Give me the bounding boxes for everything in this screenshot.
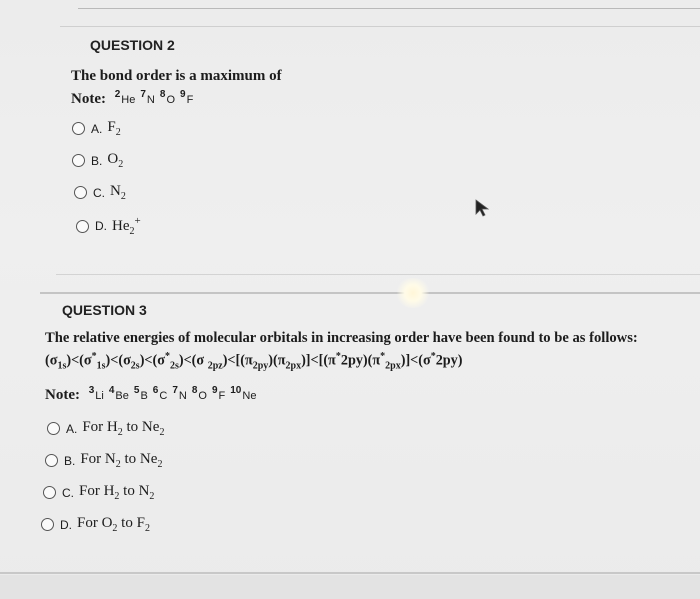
atomic-number: 3	[88, 385, 95, 396]
option-base: O	[107, 151, 119, 167]
atomic-number: 7	[172, 385, 178, 396]
option-subscript: 2	[120, 191, 126, 202]
radio-button[interactable]	[47, 422, 60, 435]
note-element	[140, 91, 155, 107]
option-letter: B.	[91, 153, 103, 168]
atomic-number: 4	[108, 385, 115, 396]
element-symbol: N	[178, 390, 187, 402]
note-element	[89, 387, 104, 403]
radio-button[interactable]	[72, 154, 85, 167]
element-symbol: He	[121, 94, 136, 106]
option-text: For O	[77, 515, 113, 531]
answer-option[interactable]	[41, 515, 150, 534]
option-letter: C.	[93, 185, 105, 200]
option-text: For H	[82, 419, 118, 435]
question-separator	[56, 274, 700, 275]
atomic-number: 5	[133, 385, 140, 396]
note-label: Note:	[71, 91, 106, 107]
option-answer	[82, 419, 164, 438]
note-element	[212, 387, 225, 403]
option-letter: C.	[62, 485, 74, 500]
option-answer	[110, 183, 126, 202]
option-letter: A.	[66, 421, 78, 436]
radio-button[interactable]	[45, 454, 58, 467]
option-letter: A.	[91, 121, 103, 136]
radio-button[interactable]	[43, 486, 56, 499]
bottom-strip	[0, 575, 700, 599]
option-base: He	[112, 218, 130, 234]
atomic-number: 10	[230, 385, 242, 396]
option-subscript: 2	[115, 127, 121, 138]
note-element	[134, 387, 148, 403]
option-answer	[107, 151, 123, 170]
option-base: N	[110, 183, 121, 199]
atomic-number: 8	[191, 385, 198, 396]
question3-top-divider	[40, 292, 700, 294]
option-subscript: 2	[149, 491, 155, 502]
answer-option[interactable]	[45, 451, 162, 470]
atomic-number: 8	[159, 89, 166, 100]
option-subscript: 2	[115, 459, 121, 470]
option-letter: B.	[64, 453, 76, 468]
answer-option[interactable]	[74, 183, 126, 202]
element-symbol: Li	[95, 390, 104, 402]
atomic-number: 9	[211, 385, 218, 396]
question2-prompt: The bond order is a maximum of	[71, 68, 282, 84]
element-symbol: Ne	[242, 390, 257, 402]
bottom-divider	[0, 572, 700, 574]
option-text: to N	[119, 483, 150, 499]
note-element	[230, 387, 256, 403]
option-subscript: 2	[117, 427, 123, 438]
option-text: to F	[117, 515, 145, 531]
radio-button[interactable]	[72, 122, 85, 135]
answer-option[interactable]	[72, 119, 121, 138]
top-divider	[78, 8, 700, 9]
note-element	[115, 91, 136, 107]
answer-option[interactable]	[72, 151, 123, 170]
atomic-number: 9	[180, 89, 186, 100]
question2-top-divider	[60, 26, 700, 27]
option-answer	[80, 451, 162, 470]
element-symbol: Be	[115, 390, 129, 402]
element-symbol: O	[198, 390, 207, 402]
element-symbol: C	[159, 390, 168, 402]
option-answer	[79, 483, 154, 502]
orbital-order: $(\sigma_{1s})<(\sigma^*_{1s})<(\sigma_{2s})<(\sigma^*_{2s})<(\sigma$ $_{2pz})<[(\pi_{2py})(\pi_{2px})]<[(\pi^*2py)(\pi^*_{2px})]<(\sigma^*2py)$	[45, 351, 463, 372]
note-element	[180, 91, 193, 107]
option-text: For N	[80, 451, 116, 467]
option-superscript: +	[134, 215, 141, 227]
mouse-cursor-icon	[474, 198, 490, 218]
atomic-number: 6	[152, 385, 159, 396]
element-symbol: F	[218, 390, 226, 402]
option-letter: D.	[60, 517, 72, 532]
option-subscript: 2	[118, 159, 124, 170]
radio-button[interactable]	[41, 518, 54, 531]
note-label: Note:	[45, 387, 80, 403]
question3-prompt: The relative energies of molecular orbitals in increasing order have been found to be as follows:	[45, 330, 638, 346]
question3-note	[45, 385, 256, 404]
element-symbol: O	[166, 94, 175, 106]
element-symbol: N	[146, 94, 155, 106]
question3-heading: QUESTION 3	[62, 302, 147, 318]
option-subscript: 2	[157, 459, 163, 470]
note-elements	[110, 91, 194, 107]
note-element	[153, 387, 168, 403]
answer-option[interactable]	[43, 483, 154, 502]
note-elements	[84, 387, 257, 403]
option-answer	[112, 215, 141, 237]
option-subscript: 2	[112, 523, 118, 534]
question2-heading: QUESTION 2	[90, 37, 175, 53]
option-text: For H	[79, 483, 115, 499]
option-base: F	[107, 119, 116, 135]
option-letter: D.	[95, 219, 107, 233]
option-subscript: 2	[159, 427, 165, 438]
option-subscript: 2	[129, 226, 135, 237]
note-element	[109, 387, 129, 403]
note-element	[160, 91, 175, 107]
element-symbol: B	[140, 390, 148, 402]
option-answer	[77, 515, 150, 534]
option-subscript: 2	[114, 491, 120, 502]
light-glare	[395, 278, 431, 308]
option-answer	[107, 119, 120, 138]
note-element	[192, 387, 207, 403]
atomic-number: 7	[140, 89, 146, 100]
option-text: to Ne	[122, 419, 160, 435]
radio-button[interactable]	[76, 220, 89, 233]
atomic-number: 2	[114, 89, 121, 100]
note-element	[172, 387, 187, 403]
element-symbol: F	[186, 94, 194, 106]
answer-option[interactable]	[76, 215, 141, 237]
question2-note	[71, 89, 193, 108]
option-subscript: 2	[144, 523, 150, 534]
option-text: to Ne	[120, 451, 158, 467]
radio-button[interactable]	[74, 186, 87, 199]
answer-option[interactable]	[47, 419, 164, 438]
